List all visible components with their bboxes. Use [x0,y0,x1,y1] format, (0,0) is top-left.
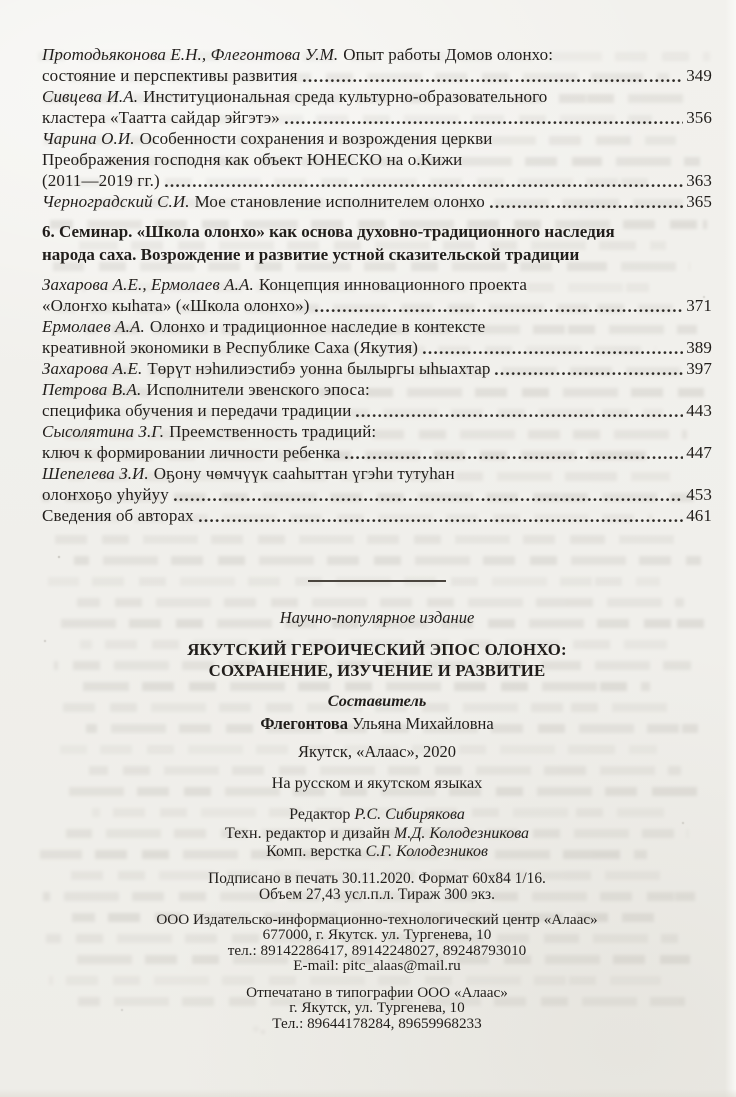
editorial-staff-block [42,806,712,862]
book-title [42,640,712,681]
staff-name: С.Г. Колодезников [365,843,488,860]
toc-entry-title-text: кластера «Таатта сайдар эйгэтэ» [42,108,280,127]
language-note: На русском и якутском языках [271,773,483,792]
publisher-line: 677000, г. Якутск. ул. Тургенева, 10 [262,926,492,944]
toc-entry [42,505,712,526]
toc-entry-title-text: ключ к формировании личности ребенка [42,443,341,462]
dot-leader [494,370,683,377]
toc-entry-title-text: Институциональная среда культурно-образовательного [143,87,548,106]
compiler-label: Составитель [327,691,427,710]
toc-page-number: 397 [686,359,712,378]
toc-entry-title-text: Төрүт нэһилиэстибэ уонна былыргы ыһыахтар [147,359,491,378]
toc-entry-line [42,463,712,484]
toc-page-number: 371 [686,296,712,315]
compiler-surname: Флегонтова [260,714,348,733]
dot-leader [489,203,683,210]
dot-leader [173,496,683,503]
toc-entry [42,316,712,358]
toc-entry-line [42,442,712,463]
toc-entry [42,191,712,212]
page-edge-shadow [0,1089,736,1097]
toc-entry-author: Захарова А.Е. [42,359,143,378]
toc-entry-title-text: (2011—2019 гг.) [42,171,160,190]
print-info-line: Объем 27,43 усл.п.л. Тираж 300 экз. [259,886,495,903]
toc-entry-line [42,379,712,400]
toc-entry-title-text: олоҥхоҕо уһуйуу [42,485,169,504]
toc-entry-line [42,128,712,149]
toc-entry-author: Чарина О.И. [42,129,135,148]
toc-entry-line [42,107,712,128]
edition-type-note: Научно-популярное издание [279,608,475,627]
printer-line: г. Якутск, ул. Тургенева, 10 [289,999,465,1017]
toc-page-number: 365 [686,192,712,211]
compiler-given-names: Ульяна Михайловна [347,714,494,733]
staff-name: М.Д. Колодезникова [393,824,530,842]
staff-role: Техн. редактор и дизайн [224,824,394,842]
dot-leader [355,412,683,419]
toc-entry-line [42,149,712,170]
toc-entry-title-text: специфика обучения и передачи традиции [42,401,352,420]
dot-leader [302,77,684,84]
toc-entry-title-text: Преображения господня как объект ЮНЕСКО на о.Кижи [42,150,463,169]
toc-entry-title-text: Оҕону чөмчүүк сааһыттан үгэһи тутуһан [153,464,455,483]
dot-leader [284,119,683,126]
staff-role: Комп. верстка [266,843,366,860]
toc-section-header-line: 6. Семинар. «Школа олонхо» как основа духовно-традиционного наследия [42,222,615,241]
toc-entry-line [42,358,712,379]
page-edge-highlight [725,0,736,1097]
toc-entry-author: Сысолятина З.Г. [42,422,165,441]
toc-entry-title-text: «Олоҥхо кыһата» («Школа олонхо») [42,296,310,315]
toc-entry [42,44,712,86]
compiler-name [42,714,712,734]
dot-leader [422,349,683,356]
toc-entry-title-text: креативной экономики в Республике Саха (Якутия) [42,338,419,357]
publisher-line: ООО Издательско-информационно-технологический центр «Алаас» [156,910,598,928]
toc-entry-line [42,65,712,86]
toc-entry-title-text: состояние и перспективы развития [42,66,298,85]
toc-entry-line [42,191,712,212]
toc-entry-title-text: Исполнители эвенского эпоса: [146,380,370,399]
staff-name: Р.С. Сибирякова [354,806,465,823]
toc-entry-author: Шепелева З.И. [42,464,149,483]
toc-entries-before-header [42,44,712,212]
dot-leader [314,307,684,314]
section-divider-rule [308,580,446,582]
toc-section-header-line: народа саха. Возрождение и развитие устной сказительской традиции [42,244,580,264]
toc-entry-title-text: Концепция инновационного проекта [258,275,528,294]
publisher-line: E-mail: pitc_alaas@mail.ru [293,957,461,975]
toc-entry [42,379,712,421]
toc-entry-author: Сивцева И.А. [42,87,139,106]
toc-entry [42,463,712,505]
staff-line [42,806,712,825]
toc-entry [42,421,712,463]
print-info-line: Подписано в печать 30.11.2020. Формат 60х84 1/16. [208,869,546,887]
toc-entry-title-text: Особенности сохранения и возрождения церкви [139,129,493,148]
toc-page-number: 443 [686,401,712,420]
toc-section-header [42,221,712,266]
staff-role: Редактор [289,806,355,823]
toc-entry-title-text: Опыт работы Домов олонхо: [343,45,554,64]
toc-page-number: 453 [686,485,712,504]
toc-page-number: 349 [686,66,712,85]
toc-entries-after-header [42,274,712,526]
colophon [42,608,712,1032]
page-content [42,0,712,1032]
toc-entry-line [42,44,712,65]
dot-leader [344,454,683,461]
toc-entry-title-text: Мое становление исполнителем олонхо [194,192,485,211]
book-title-line2: СОХРАНЕНИЕ, ИЗУЧЕНИЕ И РАЗВИТИЕ [208,660,546,680]
toc-entry-author: Протодьяконова Е.Н., Флегонтова У.М. [42,45,339,64]
publisher-line: тел.: 89142286417, 89142248027, 89248793010 [227,941,527,959]
toc-entry-line [42,400,712,421]
toc-entry [42,274,712,316]
toc-entry-line [42,316,712,337]
printer-block [42,985,712,1032]
print-info-block [42,871,712,904]
imprint-line: Якутск, «Алаас», 2020 [298,742,456,761]
toc-entry [42,128,712,191]
toc-page-number: 389 [686,338,712,357]
toc-entry-author: Черноградский С.И. [42,192,190,211]
toc-entry-line [42,337,712,358]
toc-entry-line [42,86,712,107]
staff-line [42,843,712,862]
toc-entry [42,86,712,128]
toc-page-number: 363 [686,171,712,190]
toc-entry-title-text: Преемственность традиций: [169,422,377,441]
scan-specks [0,0,2,2]
toc-entry-line [42,421,712,442]
toc-entry-author: Петрова В.А. [42,380,142,399]
toc-entry-line [42,170,712,191]
dot-leader [198,517,683,524]
toc-entry-line [42,505,712,526]
dot-leader [164,182,683,189]
toc-entry-title-text: Олонхо и традиционное наследие в контексте [149,317,486,336]
toc-entry-title-text: Сведения об авторах [42,506,194,525]
toc-entry [42,358,712,379]
book-title-line1: ЯКУТСКИЙ ГЕРОИЧЕСКИЙ ЭПОС ОЛОНХО: [187,640,567,659]
staff-line [42,825,712,844]
printer-line: Отпечатано в типографии ООО «Алаас» [246,983,508,1001]
toc-page-number: 356 [686,108,712,127]
printer-line: Тел.: 89644178284, 89659968233 [272,1015,482,1033]
toc-entry-author: Захарова А.Е., Ермолаев А.А. [42,275,254,294]
toc-entry-line [42,484,712,505]
toc-entry-line [42,295,712,316]
toc-entry-author: Ермолаев А.А. [42,317,145,336]
publisher-block [42,912,712,974]
toc-entry-line [42,274,712,295]
table-of-contents [42,0,712,526]
toc-page-number: 461 [686,506,712,525]
toc-page-number: 447 [686,443,712,462]
